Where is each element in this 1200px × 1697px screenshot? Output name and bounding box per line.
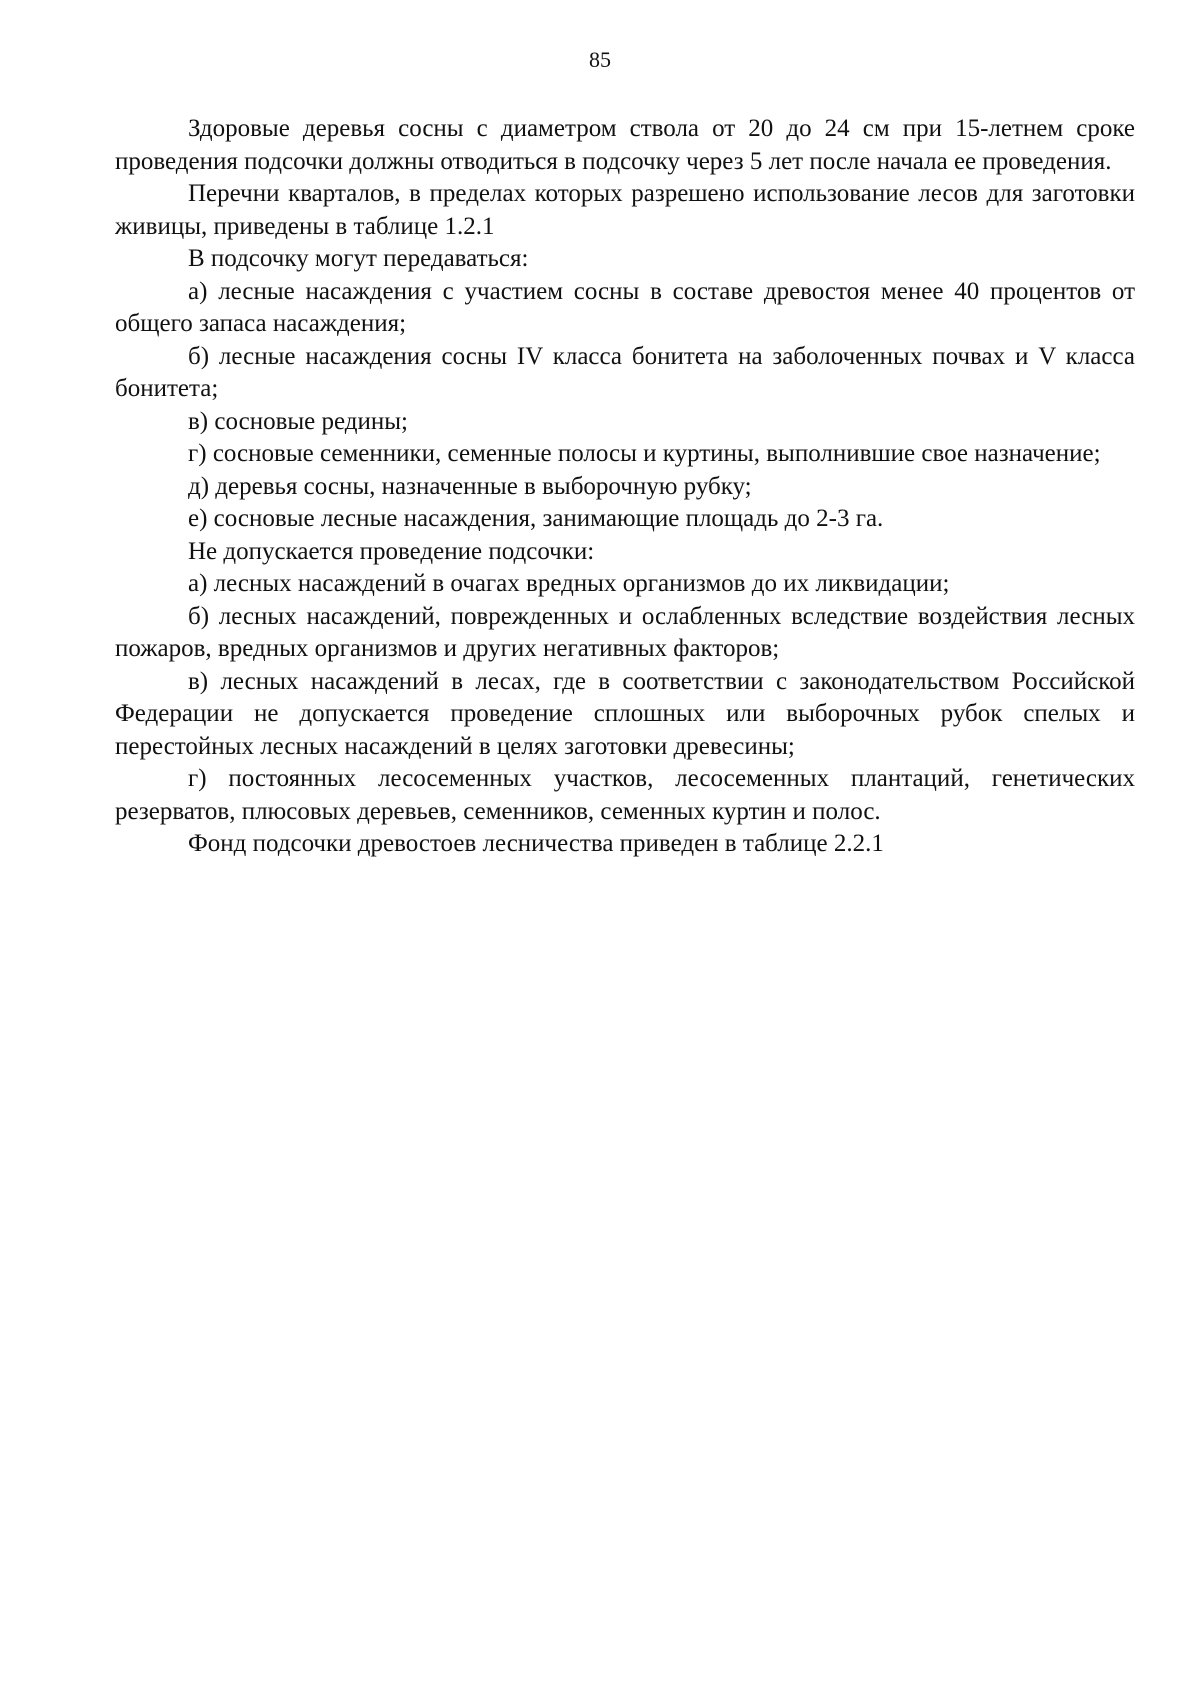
list-item-allowed-e: д) деревья сосны, назначенные в выборочную рубку; [188, 472, 752, 500]
list-item-prohibited-d: г) постоянных лесосеменных участков, лесосеменных плантаций, генетических резерватов, плюсовых деревьев, семенников, семенных куртин и полос. [115, 765, 1135, 825]
list-item-allowed-b: б) лесные насаждения сосны IV класса бонитета на заболоченных почвах и V класса бонитета; [115, 342, 1135, 402]
list-item-allowed-d: г) сосновые семенники, семенные полосы и куртины, выполнившие свое назначение; [188, 440, 1101, 467]
list-item-prohibited-a: а) лесных насаждений в очагах вредных организмов до их ликвидации; [188, 570, 950, 597]
page-number: 85 [589, 47, 611, 72]
list-item-prohibited-b: б) лесных насаждений, поврежденных и ослабленных вследствие воздействия лесных пожаров, вредных организмов и других негативных факторов; [115, 602, 1135, 662]
paragraph-quarters-list: Перечни кварталов, в пределах которых разрешено использование лесов для заготовки живицы, приведены в таблице 1.2.1 [115, 180, 1135, 240]
paragraph-healthy-pines: Здоровые деревья сосны с диаметром ствола от 20 до 24 см при 15-летнем сроке проведения подсочки должны отводиться в подсочку через 5 лет после начала ее проведения. [115, 115, 1135, 175]
paragraph-tapping-fund: Фонд подсочки древостоев лесничества приведен в таблице 2.2.1 [188, 830, 884, 857]
paragraph-prohibited-heading: Не допускается проведение подсочки: [188, 537, 595, 565]
list-item-allowed-f: е) сосновые лесные насаждения, занимающие площадь до 2-3 га. [188, 505, 884, 532]
paragraph-allowed-heading: В подсочку могут передаваться: [188, 245, 529, 272]
list-item-allowed-c: в) сосновые редины; [188, 407, 409, 435]
list-item-allowed-a: а) лесные насаждения с участием сосны в составе древостоя менее 40 процентов от общего запаса насаждения; [115, 277, 1135, 337]
list-item-prohibited-c: в) лесных насаждений в лесах, где в соответствии с законодательством Российской Федерации не допускается проведение сплошных или выборочных рубок спелых и перестойных лесных насаждений в целях заготовки древесины; [115, 667, 1135, 760]
body-text [115, 113, 1135, 861]
